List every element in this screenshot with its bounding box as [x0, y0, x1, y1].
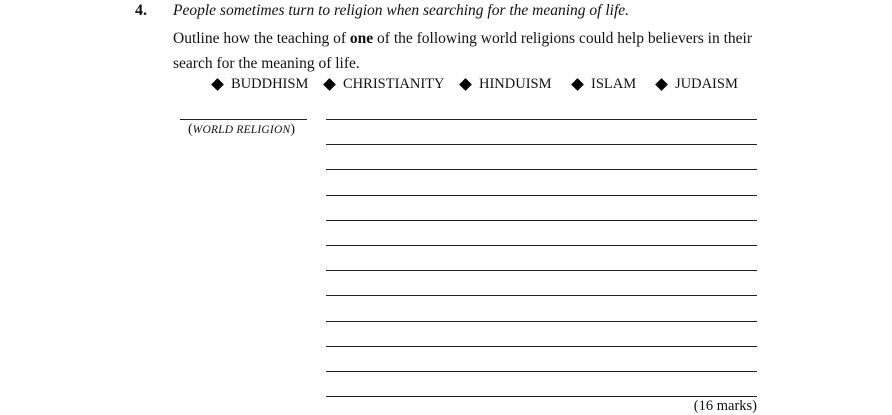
instruction-emphasis: one [349, 30, 374, 47]
option-buddhism [211, 76, 308, 93]
question-number: 4. [135, 2, 147, 19]
diamond-bullet-icon [655, 78, 668, 91]
option-label: CHRISTIANITY [343, 76, 445, 92]
answer-line[interactable] [326, 270, 757, 271]
answer-line[interactable] [326, 144, 757, 145]
marks-allocation: (16 marks) [693, 398, 757, 414]
diamond-bullet-icon [323, 78, 336, 91]
caption-open-paren: ( [188, 122, 193, 137]
answer-line[interactable] [326, 371, 757, 372]
answer-line[interactable] [326, 396, 757, 397]
diamond-bullet-icon [459, 78, 472, 91]
answer-line[interactable] [326, 195, 757, 196]
instruction-text-start: Outline how the teaching of [173, 30, 350, 47]
option-islam [571, 76, 636, 93]
answer-line[interactable] [326, 245, 757, 246]
answer-line[interactable] [326, 169, 757, 170]
answer-line[interactable] [326, 119, 757, 120]
option-judaism [655, 76, 738, 93]
answer-line[interactable] [326, 346, 757, 347]
option-label: JUDAISM [675, 76, 738, 92]
option-label: HINDUISM [479, 76, 552, 92]
caption-text: WORLD RELIGION [192, 124, 291, 136]
caption-close-paren: ) [290, 122, 296, 137]
option-label: BUDDHISM [231, 76, 309, 92]
question-stimulus: People sometimes turn to religion when searching for the meaning of life. [173, 2, 630, 19]
religion-field-caption [188, 122, 295, 138]
religion-write-in-line[interactable] [180, 119, 307, 120]
answer-line[interactable] [326, 321, 757, 322]
instruction-text-end: of the following world religions could help believers in their search for the meaning of life. [173, 30, 752, 72]
option-hinduism [459, 76, 552, 93]
answer-line[interactable] [326, 220, 757, 221]
option-christianity [323, 76, 445, 93]
diamond-bullet-icon [571, 78, 584, 91]
question-instruction [173, 26, 763, 76]
option-label: ISLAM [591, 76, 637, 92]
answer-line[interactable] [326, 295, 757, 296]
religion-options [0, 76, 892, 94]
diamond-bullet-icon [211, 78, 224, 91]
